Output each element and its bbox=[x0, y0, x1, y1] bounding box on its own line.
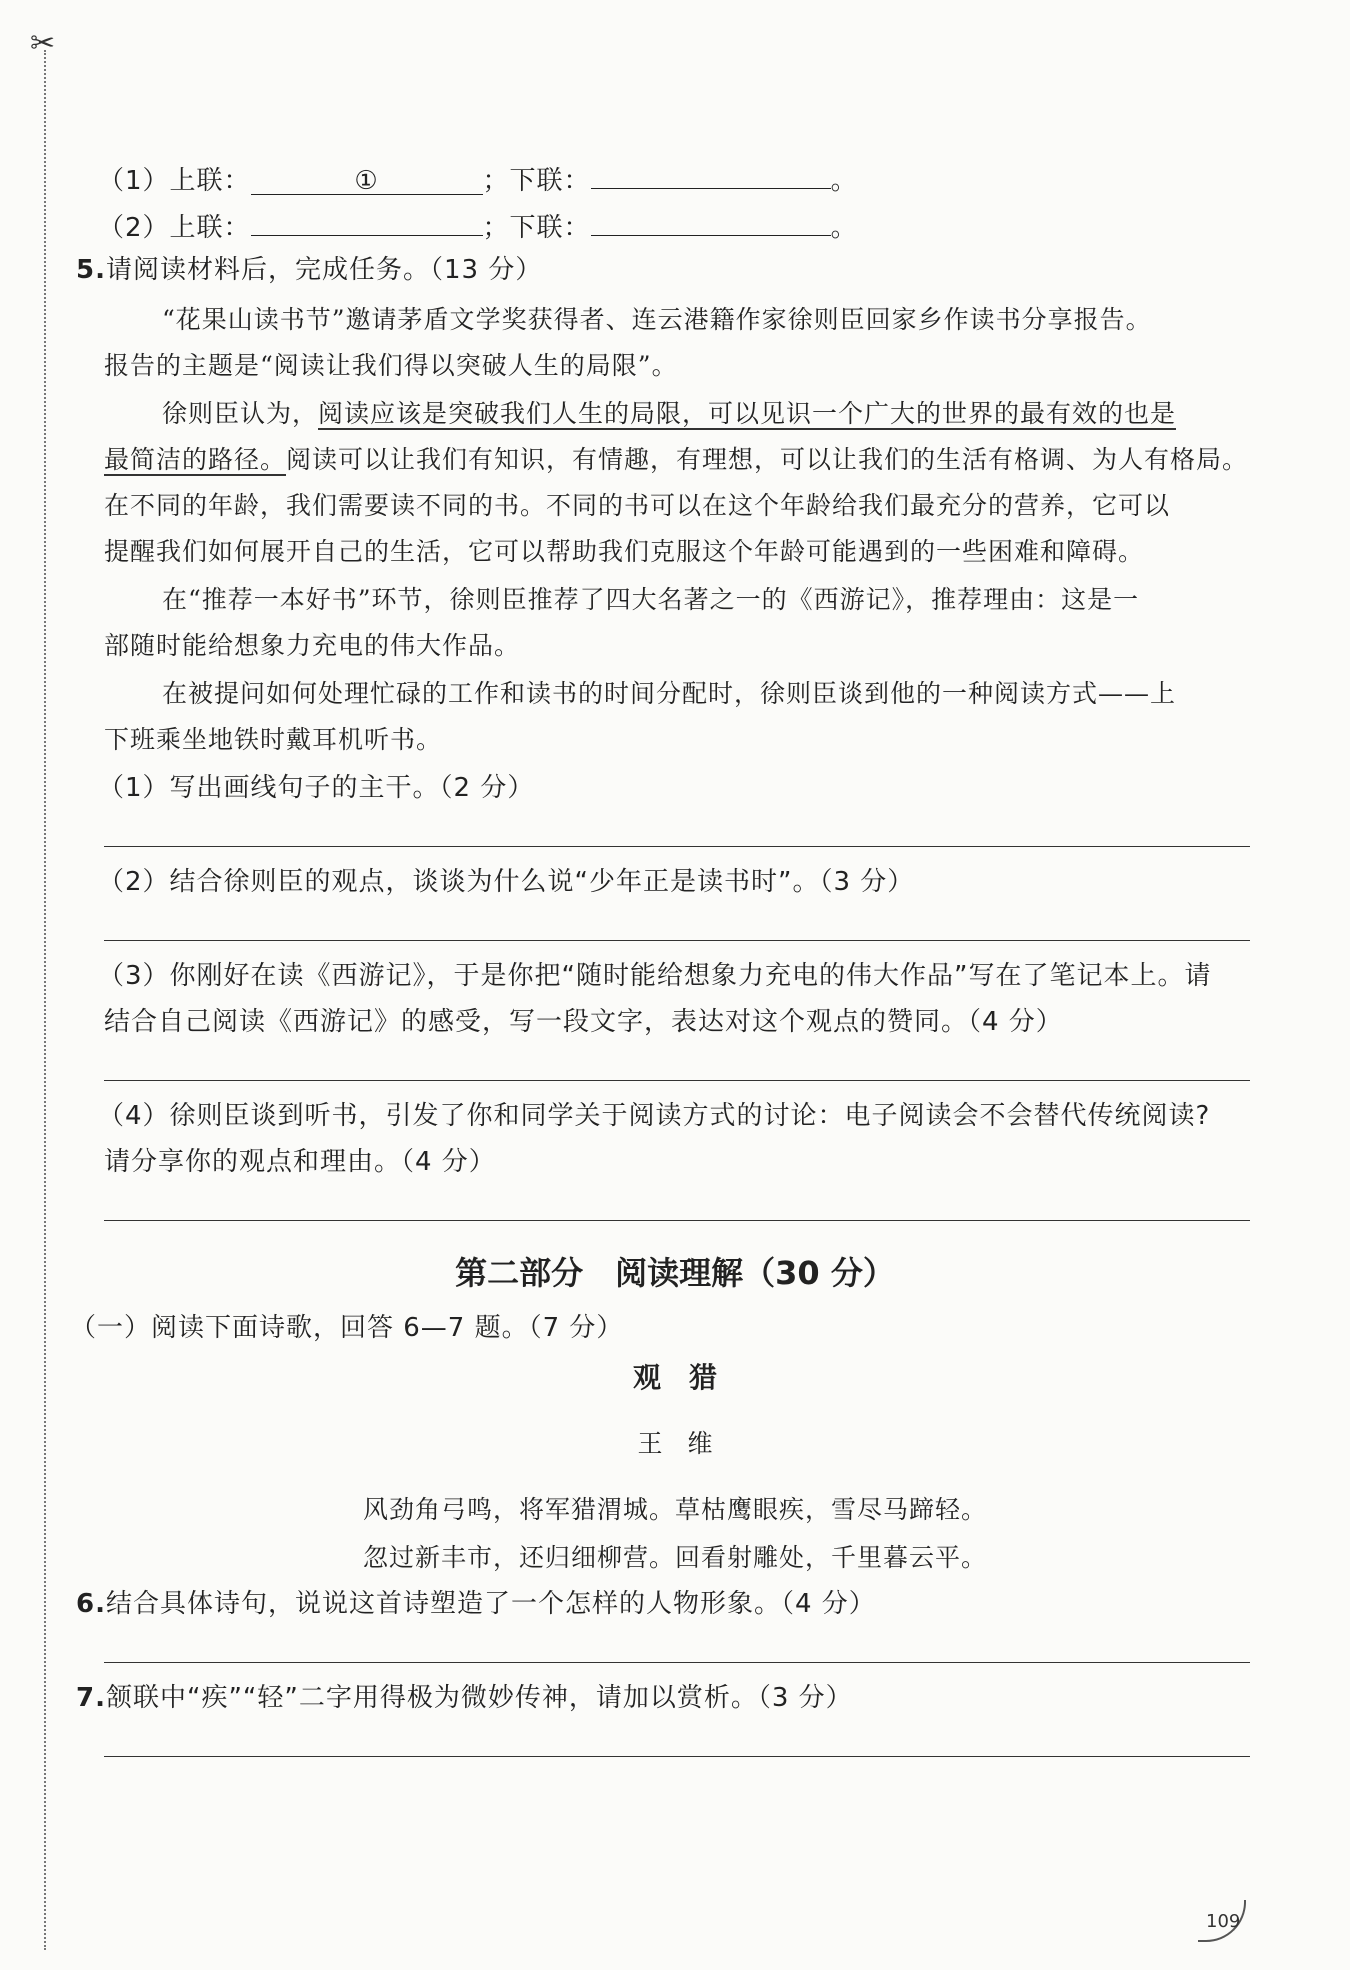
q4-2-end: 。 bbox=[830, 213, 858, 243]
page-number: 109 bbox=[1206, 1911, 1241, 1932]
q5-p2-line4: 提醒我们如何展开自己的生活，它可以帮助我们克服这个年龄可能遇到的一些困难和障碍。 bbox=[104, 537, 1145, 566]
poem-line-1: 风劲角弓鸣，将军猎渭城。草枯鹰眼疾，雪尽马蹄轻。 bbox=[362, 1495, 987, 1524]
q5-sub2: （2）结合徐则臣的观点，谈谈为什么说“少年正是读书时”。（3 分） bbox=[98, 867, 915, 897]
cut-line bbox=[44, 50, 46, 1950]
q5-sub3-line1: （3）你刚好在读《西游记》，于是你把“随时能给想象力充电的伟大作品”写在了笔记本上。请 bbox=[98, 961, 1212, 991]
q5-p4-line1: 在被提问如何处理忙碌的工作和读书的时间分配时，徐则臣谈到他的一种阅读方式——上 bbox=[162, 679, 1177, 708]
underlined-sentence-part1: 阅读应该是突破我们人生的局限，可以见识一个广大的世界的最有效的也是 bbox=[318, 399, 1177, 428]
q4-line-1 bbox=[98, 158, 858, 201]
section1-heading: （一）阅读下面诗歌，回答 6—7 题。（7 分） bbox=[70, 1313, 624, 1343]
answer-line-q7[interactable] bbox=[104, 1756, 1250, 1757]
q4-2-upper-blank[interactable] bbox=[251, 205, 483, 236]
q4-1-upper-blank[interactable] bbox=[251, 164, 483, 195]
q5-sub4-line1: （4）徐则臣谈到听书，引发了你和同学关于阅读方式的讨论：电子阅读会不会替代传统阅读? bbox=[98, 1101, 1211, 1131]
q6-text: 结合具体诗句，说说这首诗塑造了一个怎样的人物形象。（4 分） bbox=[105, 1589, 876, 1619]
q5-prompt-text: 请阅读材料后，完成任务。（13 分） bbox=[105, 255, 543, 285]
poem-title: 观 猎 bbox=[632, 1361, 717, 1394]
q5-prompt bbox=[76, 250, 542, 290]
q5-p3-line2: 部随时能给想象力充电的伟大作品。 bbox=[104, 631, 521, 660]
answer-line-sub4[interactable] bbox=[104, 1220, 1250, 1221]
q5-p2-line2 bbox=[104, 440, 1248, 480]
q5-p2-line3: 在不同的年龄，我们需要读不同的书。不同的书可以在这个年龄给我们最充分的营养，它可以 bbox=[104, 491, 1171, 520]
q4-1-end: 。 bbox=[830, 166, 858, 196]
q4-1-mid: ；下联： bbox=[482, 166, 591, 196]
q6 bbox=[76, 1584, 876, 1624]
scissors-icon: ✂ bbox=[30, 26, 56, 61]
q4-2-mid: ；下联： bbox=[482, 213, 591, 243]
answer-line-sub3[interactable] bbox=[104, 1080, 1250, 1081]
part2-title: 第二部分 阅读理解（30 分） bbox=[455, 1254, 895, 1292]
answer-line-sub1[interactable] bbox=[104, 846, 1250, 847]
q5-p2-intro: 徐则臣认为， bbox=[162, 399, 319, 428]
q4-2-label: （2）上联： bbox=[98, 213, 251, 243]
q4-1-upper-marker: ① bbox=[354, 166, 379, 196]
q5-sub1: （1）写出画线句子的主干。（2 分） bbox=[98, 773, 535, 803]
q4-2-lower-blank[interactable] bbox=[591, 205, 831, 236]
q5-p4-line2: 下班乘坐地铁时戴耳机听书。 bbox=[104, 725, 443, 754]
q5-sub3-line2: 结合自己阅读《西游记》的感受，写一段文字，表达对这个观点的赞同。（4 分） bbox=[104, 1007, 1063, 1037]
q7 bbox=[76, 1678, 853, 1718]
q5-number: 5. bbox=[76, 255, 106, 285]
answer-line-q6[interactable] bbox=[104, 1662, 1250, 1663]
q5-p3-line1: 在“推荐一本好书”环节，徐则臣推荐了四大名著之一的《西游记》，推荐理由：这是一 bbox=[162, 585, 1140, 614]
q5-p2-line1 bbox=[162, 394, 1176, 434]
q5-p1-line2: 报告的主题是“阅读让我们得以突破人生的局限”。 bbox=[104, 351, 678, 380]
q5-sub4-line2: 请分享你的观点和理由。（4 分） bbox=[104, 1147, 496, 1177]
q4-line-2 bbox=[98, 205, 858, 248]
q5-p2-rest: 阅读可以让我们有知识，有情趣，有理想，可以让我们的生活有格调、为人有格局。 bbox=[286, 445, 1249, 474]
underlined-sentence-part2: 最简洁的路径。 bbox=[104, 445, 287, 474]
q4-1-label: （1）上联： bbox=[98, 166, 251, 196]
q6-number: 6. bbox=[76, 1589, 106, 1619]
poem-line-2: 忽过新丰市，还归细柳营。回看射雕处，千里暮云平。 bbox=[362, 1543, 987, 1572]
answer-line-sub2[interactable] bbox=[104, 940, 1250, 941]
q4-1-lower-blank[interactable] bbox=[591, 158, 831, 189]
q7-text: 颔联中“疾”“轻”二字用得极为微妙传神，请加以赏析。（3 分） bbox=[105, 1683, 853, 1713]
q7-number: 7. bbox=[76, 1683, 106, 1713]
poem-author: 王 维 bbox=[637, 1429, 713, 1458]
q5-p1-line1: “花果山读书节”邀请茅盾文学奖获得者、连云港籍作家徐则臣回家乡作读书分享报告。 bbox=[162, 305, 1152, 334]
